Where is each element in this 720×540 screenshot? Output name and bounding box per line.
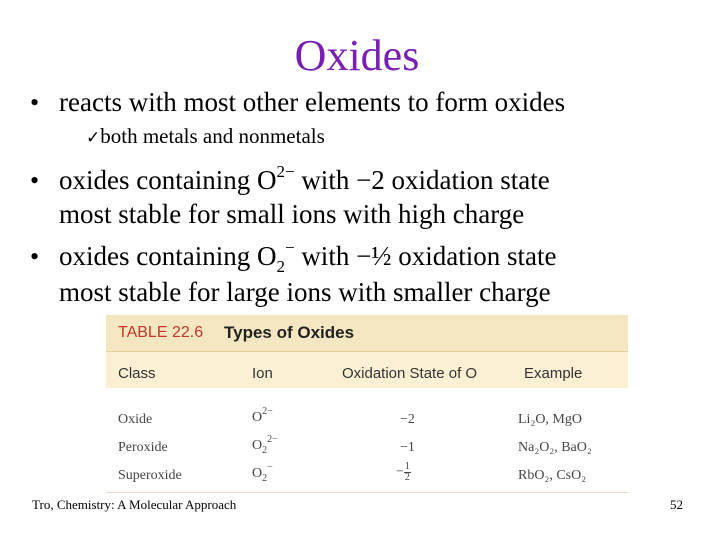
bullet-2-line2: most stable for small ions with high charge bbox=[59, 199, 525, 229]
bullet-mark: • bbox=[30, 242, 40, 271]
column-header-oxidation-state: Oxidation State of O bbox=[342, 365, 478, 382]
table-row-state: − $\frac{1}{2}$ bbox=[396, 461, 410, 483]
bullet-3-line2: most stable for large ions with smaller charge bbox=[59, 277, 551, 307]
oxides-table bbox=[106, 315, 628, 493]
sub-bullet-text: both metals and nonmetals bbox=[100, 124, 325, 148]
bullet-3-post: with −½ oxidation state bbox=[294, 241, 557, 271]
table-row-class: Peroxide bbox=[118, 440, 168, 455]
bullet-mark: • bbox=[30, 166, 40, 195]
table-row-ion: $O_2^-$ bbox=[252, 462, 273, 484]
footer-source: Tro, Chemistry: A Molecular Approach bbox=[32, 497, 237, 512]
table-row-class: Superoxide bbox=[118, 468, 182, 483]
bullet-mark: • bbox=[30, 88, 40, 117]
column-header-ion: Ion bbox=[252, 365, 273, 382]
sub-bullet bbox=[86, 126, 325, 147]
page-number: 52 bbox=[670, 497, 683, 512]
column-header-class: Class bbox=[118, 365, 156, 382]
table-row-example: RbO₂, CsO₂ bbox=[518, 468, 587, 483]
table-row-state: −1 bbox=[400, 440, 415, 455]
slide-title: Oxides bbox=[294, 31, 420, 80]
bullet-2-text bbox=[59, 162, 550, 195]
column-header-example: Example bbox=[524, 365, 583, 382]
bullet-3-sub: 2 bbox=[276, 257, 285, 276]
table-header bbox=[106, 315, 628, 351]
bullet-1-text: reacts with most other elements to form oxides bbox=[59, 87, 566, 117]
bullet-2-post: with −2 oxidation state bbox=[294, 165, 550, 195]
table-title: Types of Oxides bbox=[224, 323, 355, 342]
table-bottom-rule bbox=[106, 492, 628, 493]
table-row-ion: $O^{2-}$ bbox=[252, 406, 273, 425]
bullet-3-text bbox=[59, 238, 557, 276]
table-row-ion: $O_2^{2-}$ bbox=[252, 434, 278, 456]
table-row-class: Oxide bbox=[118, 412, 153, 427]
table-row-example: Na₂O₂, BaO₂ bbox=[518, 440, 592, 455]
bullet-3-pre: oxides containing O bbox=[59, 241, 277, 271]
bullet-2-sup: 2− bbox=[276, 162, 295, 181]
table-row-example: Li₂O, MgO bbox=[518, 412, 582, 427]
bullet-3-sup: − bbox=[284, 238, 295, 257]
table-row-state: −2 bbox=[400, 412, 415, 427]
check-icon: ✓ bbox=[86, 128, 101, 148]
bullet-2-pre: oxides containing O bbox=[59, 165, 277, 195]
table-number: TABLE 22.6 bbox=[118, 324, 204, 341]
